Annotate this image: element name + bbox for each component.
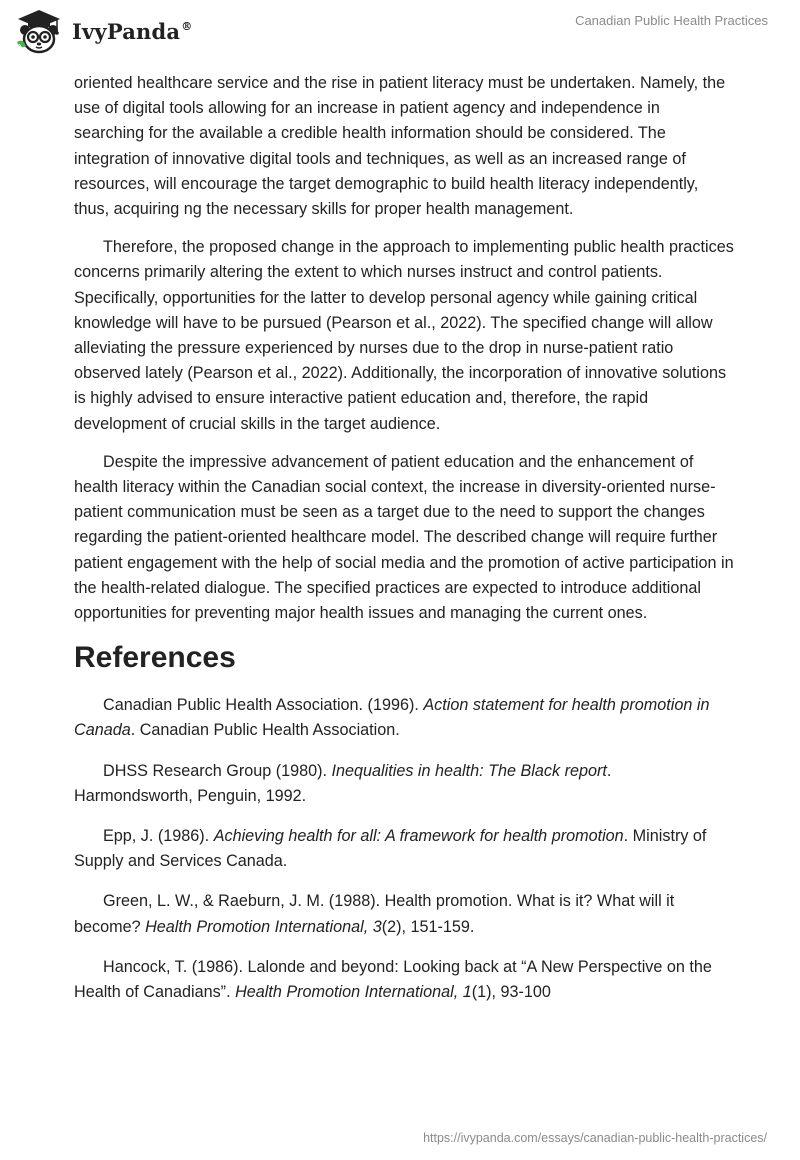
reference-source: (1), 93-100	[471, 983, 551, 1002]
page-header	[0, 0, 800, 70]
reference-title: Health Promotion International, 1	[235, 983, 472, 1002]
logo[interactable]	[14, 8, 192, 54]
reference-source: . Ministry of Supply and Services Canada.	[74, 827, 707, 871]
reference-item	[74, 824, 734, 874]
reference-title: Health Promotion International, 3	[145, 917, 382, 936]
reference-item	[74, 889, 734, 939]
document-title: Canadian Public Health Practices	[575, 13, 768, 28]
reference-item	[74, 759, 734, 809]
references-heading: References	[74, 641, 236, 675]
reference-text: DHSS Research Group (1980).	[103, 761, 332, 780]
body-paragraph-2: Therefore, the proposed change in the approach to implementing public health practices concerns primarily altering the extent to which nurses instruct and control patients. Specifically, opportunities for the latter to develop personal agency while gaining critical knowledge will have to be pursued (Pearson et al., 2022). The specified change will allow alleviating the pressure experienced by nurses due to the drop in nurse-patient ratio observed lately (Pearson et al., 2022). Additionally, the incorporation of innovative solutions is highly advised to ensure interactive patient education and, therefore, the rapid development of crucial skills in the target audience.	[74, 238, 734, 433]
body-paragraph-1: oriented healthcare service and the rise in patient literacy must be undertaken. Namely, the use of digital tools allowing for an increase in patient agency and independence in searching for the available a credible health information should be considered. The integration of innovative digital tools and techniques, as well as an increased range of resources, will encourage the target demographic to build health literacy independently, thus, acquiring ng the necessary skills for proper health management.	[74, 74, 726, 219]
body-paragraph-3: Despite the impressive advancement of patient education and the enhancement of health literacy within the Canadian social context, the increase in diversity-oriented nurse-patient communication must be seen as a target due to the need to support the changes regarding the patient-oriented healthcare model. The described change will require further patient engagement with the help of social media and the promotion of active participation in the health-related dialogue. The specified practices are expected to introduce additional opportunities for preventing major health issues and managing the current ones.	[74, 452, 734, 623]
reference-item	[74, 693, 734, 743]
reference-text: Green, L. W., & Raeburn, J. M. (1988). Health promotion. What is it? What will it become?	[74, 892, 675, 936]
reference-source: (2), 151-159.	[381, 917, 475, 936]
reference-text: Epp, J. (1986).	[103, 827, 214, 846]
panda-graduate-icon	[14, 8, 64, 54]
reference-title: Inequalities in health: The Black report	[331, 761, 607, 780]
reference-title: Action statement for health promotion in Canada	[74, 696, 710, 740]
reference-source: . Canadian Public Health Association.	[130, 721, 400, 740]
reference-text: Hancock, T. (1986). Lalonde and beyond: Looking back at “A New Perspective on the Health of Canadians”.	[74, 957, 712, 1002]
registered-mark: ®	[181, 19, 193, 33]
source-url-link[interactable]: https://ivypanda.com/essays/canadian-public-health-practices/	[423, 1131, 767, 1145]
essay-content	[74, 71, 734, 1020]
reference-title: Achieving health for all: A framework for health promotion	[213, 827, 624, 846]
reference-item	[74, 955, 734, 1005]
brand-name	[72, 19, 192, 44]
reference-text: Canadian Public Health Association. (1996).	[103, 696, 424, 715]
reference-source: . Harmondsworth, Penguin, 1992.	[74, 761, 612, 805]
brand-text: IvyPanda	[72, 18, 181, 44]
